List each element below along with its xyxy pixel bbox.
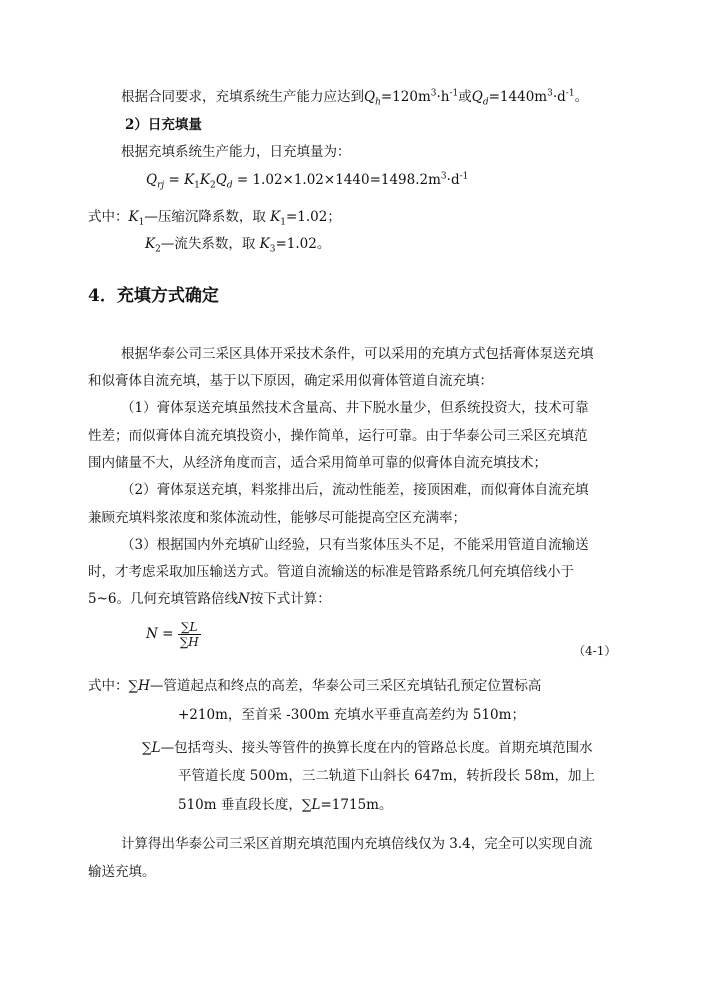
reason-1-line-3: 围内储量不大，从经济角度而言，适合采用简单可靠的似膏体自流充填技术； — [88, 455, 547, 471]
reason-1-line-1: （1）膏体泵送充填虽然技术含量高、井下脱水量少，但系统投资大，技术可靠 — [121, 400, 589, 416]
k2-definition: $K_2—$流失系数，取 $K_3=1.02$。 — [145, 236, 331, 255]
reason-2-line-2: 兼顾充填料浆浓度和浆体流动性，能够尽可能提高空区充满率； — [88, 510, 466, 526]
fill-ratio-formula: N = $\frac{\sum L}{\sum H}$ — [146, 620, 199, 649]
k1-definition: 式中：$K_1—$压缩沉降系数，取 $K_1=1.02$； — [88, 209, 341, 228]
h-definition-line-2: +210m，至首采 -300m 充填水平垂直高差约为 510m； — [178, 707, 525, 723]
conclusion-line-1: 计算得出华泰公司三采区首期充填范围内充填倍线仅为 3.4，完全可以实现自流 — [121, 836, 593, 852]
l-definition-line-1: ∑L—包括弯头、接头等管件的换算长度在内的管路总长度。首期充填范围水 — [142, 740, 593, 756]
daily-fill-intro: 根据充填系统生产能力，日充填量为： — [121, 144, 351, 160]
conclusion-line-2: 输送充填。 — [88, 864, 156, 880]
reason-3-line-1: （3）根据国内外充填矿山经验，只有当浆体压头不足，不能采用管道自流输送 — [121, 537, 589, 553]
equation-number: （4-1） — [573, 644, 617, 658]
daily-fill-formula: $Q_{rj} = K_1K_2Q_d = 1.02\times 1.02\times 1440=1498.2m^3\cdot d^{-1}$ — [146, 171, 469, 191]
l-definition-line-3: 510m 垂直段长度，∑L=1715m。 — [178, 797, 393, 813]
fraction: $\frac{\sum L}{\sum H}$ — [179, 620, 199, 649]
reason-2-line-1: （2）膏体泵送充填，料浆排出后，流动性能差，接顶困难，而似膏体自流充填 — [121, 482, 589, 498]
method-intro-line-1: 根据华泰公司三采区具体开采技术条件，可以采用的充填方式包括膏体泵送充填 — [121, 346, 594, 362]
reason-3-line-3: 5~6。几何充填管路倍线N按下式计算： — [88, 591, 331, 607]
section-heading-fill-method: 4．充填方式确定 — [88, 286, 219, 306]
l-definition-line-2: 平管道长度 500m，三二轨道下山斜长 647m，转折段长 58m，加上 — [178, 768, 595, 784]
capacity-requirement: 根据合同要求，充填系统生产能力应达到$Q_h=120m^3\cdot h^{-1}$或$Q_d=1440m^3\cdot d^{-1}$。 — [121, 88, 589, 108]
reason-3-line-2: 时，才考虑采取加压输送方式。管道自流输送的标准是管路系统几何充填倍线小于 — [88, 564, 574, 580]
method-intro-line-2: 和似膏体自流充填，基于以下原因，确定采用似膏体管道自流充填： — [88, 373, 493, 389]
reason-1-line-2: 性差；而似膏体自流充填投资小，操作简单，运行可靠。由于华泰公司三采区充填范 — [88, 428, 588, 444]
h-definition-line-1: 式中：∑H—管道起点和终点的高差，华泰公司三采区充填钻孔预定位置标高 — [88, 678, 542, 694]
section-heading-daily-fill: 2）日充填量 — [125, 117, 202, 133]
